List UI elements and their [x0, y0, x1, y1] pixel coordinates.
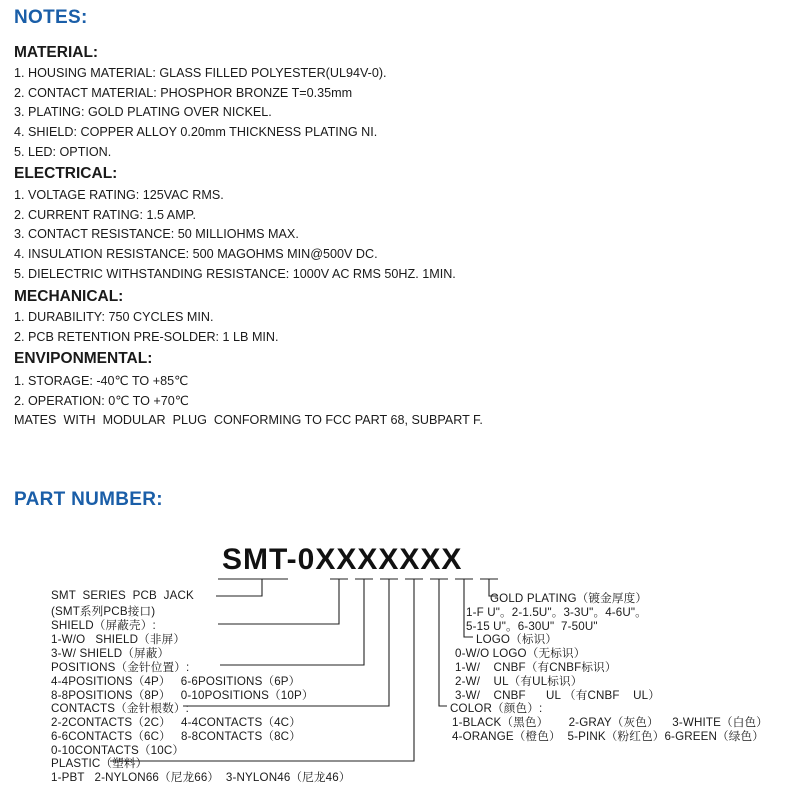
- pn-shield-label: SHIELD（屏蔽壳）:: [51, 619, 156, 632]
- pn-series-label: SMT SERIES PCB JACK: [51, 589, 194, 602]
- pn-contacts-opts-b: 6-6CONTACTS（6C） 8-8CONTACTS（8C）: [51, 730, 301, 743]
- material-item-3: 3. PLATING: GOLD PLATING OVER NICKEL.: [14, 105, 272, 119]
- mechanical-item-2: 2. PCB RETENTION PRE-SOLDER: 1 LB MIN.: [14, 330, 279, 344]
- pn-color-label: COLOR（颜色）:: [450, 702, 543, 715]
- electrical-item-3: 3. CONTACT RESISTANCE: 50 MILLIOHMS MAX.: [14, 227, 299, 241]
- pn-plastic-label: PLASTIC（塑料）: [51, 757, 148, 770]
- material-item-4: 4. SHIELD: COPPER ALLOY 0.20mm THICKNESS PLATING NI.: [14, 125, 378, 139]
- pn-logo-opt-1: 1-W/ CNBF（有CNBF标识）: [455, 661, 617, 674]
- part-number-code: SMT-0XXXXXXX: [222, 543, 463, 576]
- section-title-environmental: ENVIPONMENTAL:: [14, 350, 153, 367]
- section-title-mechanical: MECHANICAL:: [14, 288, 124, 305]
- electrical-item-1: 1. VOLTAGE RATING: 125VAC RMS.: [14, 188, 224, 202]
- part-number-heading: PART NUMBER:: [14, 489, 163, 510]
- electrical-item-4: 4. INSULATION RESISTANCE: 500 MAGOHMS MIN@500V DC.: [14, 247, 378, 261]
- material-item-5: 5. LED: OPTION.: [14, 145, 112, 159]
- environmental-item-2: 2. OPERATION: 0℃ TO +70℃: [14, 394, 189, 408]
- environmental-item-1: 1. STORAGE: -40℃ TO +85℃: [14, 374, 189, 388]
- pn-positions-opts-b: 8-8POSITIONS（8P） 0-10POSITIONS（10P）: [51, 689, 314, 702]
- pn-positions-label: POSITIONS（金针位置）:: [51, 661, 190, 674]
- electrical-item-2: 2. CURRENT RATING: 1.5 AMP.: [14, 208, 196, 222]
- mechanical-item-1: 1. DURABILITY: 750 CYCLES MIN.: [14, 310, 214, 324]
- pn-color-opts-a: 1-BLACK（黑色） 2-GRAY（灰色） 3-WHITE（白色）: [452, 716, 768, 729]
- pn-color-opts-b: 4-ORANGE（橙色） 5-PINK（粉红色）6-GREEN（绿色）: [452, 730, 765, 743]
- pn-plastic-opts: 1-PBT 2-NYLON66（尼龙66） 3-NYLON46（尼龙46）: [51, 771, 351, 784]
- pn-shield-opt-3: 3-W/ SHIELD（屏蔽）: [51, 647, 170, 660]
- notes-heading: NOTES:: [14, 7, 88, 28]
- section-title-electrical: ELECTRICAL:: [14, 165, 118, 182]
- pn-contacts-opts-c: 0-10CONTACTS（10C）: [51, 744, 185, 757]
- pn-gold-opts-b: 5-15 U"。6-30U" 7-50U": [466, 620, 598, 633]
- pn-logo-label: LOGO（标识）: [476, 633, 558, 646]
- pn-series-cn: (SMT系列PCB接口): [51, 605, 156, 618]
- electrical-item-5: 5. DIELECTRIC WITHSTANDING RESISTANCE: 1000V AC RMS 50HZ. 1MIN.: [14, 267, 456, 281]
- pn-logo-opt-2: 2-W/ UL（有UL标识）: [455, 675, 583, 688]
- pn-contacts-label: CONTACTS（金针根数）:: [51, 702, 189, 715]
- material-item-2: 2. CONTACT MATERIAL: PHOSPHOR BRONZE T=0.35mm: [14, 86, 353, 100]
- pn-gold-opts-a: 1-F U"。2-1.5U"。3-3U"。4-6U"。: [466, 606, 647, 619]
- pn-logo-opt-3: 3-W/ CNBF UL （有CNBF UL）: [455, 689, 661, 702]
- pn-positions-opts-a: 4-4POSITIONS（4P） 6-6POSITIONS（6P）: [51, 675, 301, 688]
- pn-contacts-opts-a: 2-2CONTACTS（2C） 4-4CONTACTS（4C）: [51, 716, 301, 729]
- section-title-material: MATERIAL:: [14, 44, 99, 61]
- pn-shield-opt-1: 1-W/O SHIELD（非屏）: [51, 633, 186, 646]
- material-item-1: 1. HOUSING MATERIAL: GLASS FILLED POLYESTER(UL94V-0).: [14, 66, 387, 80]
- pn-logo-opt-0: 0-W/O LOGO（无标识）: [455, 647, 586, 660]
- mates-note: MATES WITH MODULAR PLUG CONFORMING TO FCC PART 68, SUBPART F.: [14, 413, 483, 427]
- pn-gold-label: GOLD PLATING（镀金厚度）: [490, 592, 648, 605]
